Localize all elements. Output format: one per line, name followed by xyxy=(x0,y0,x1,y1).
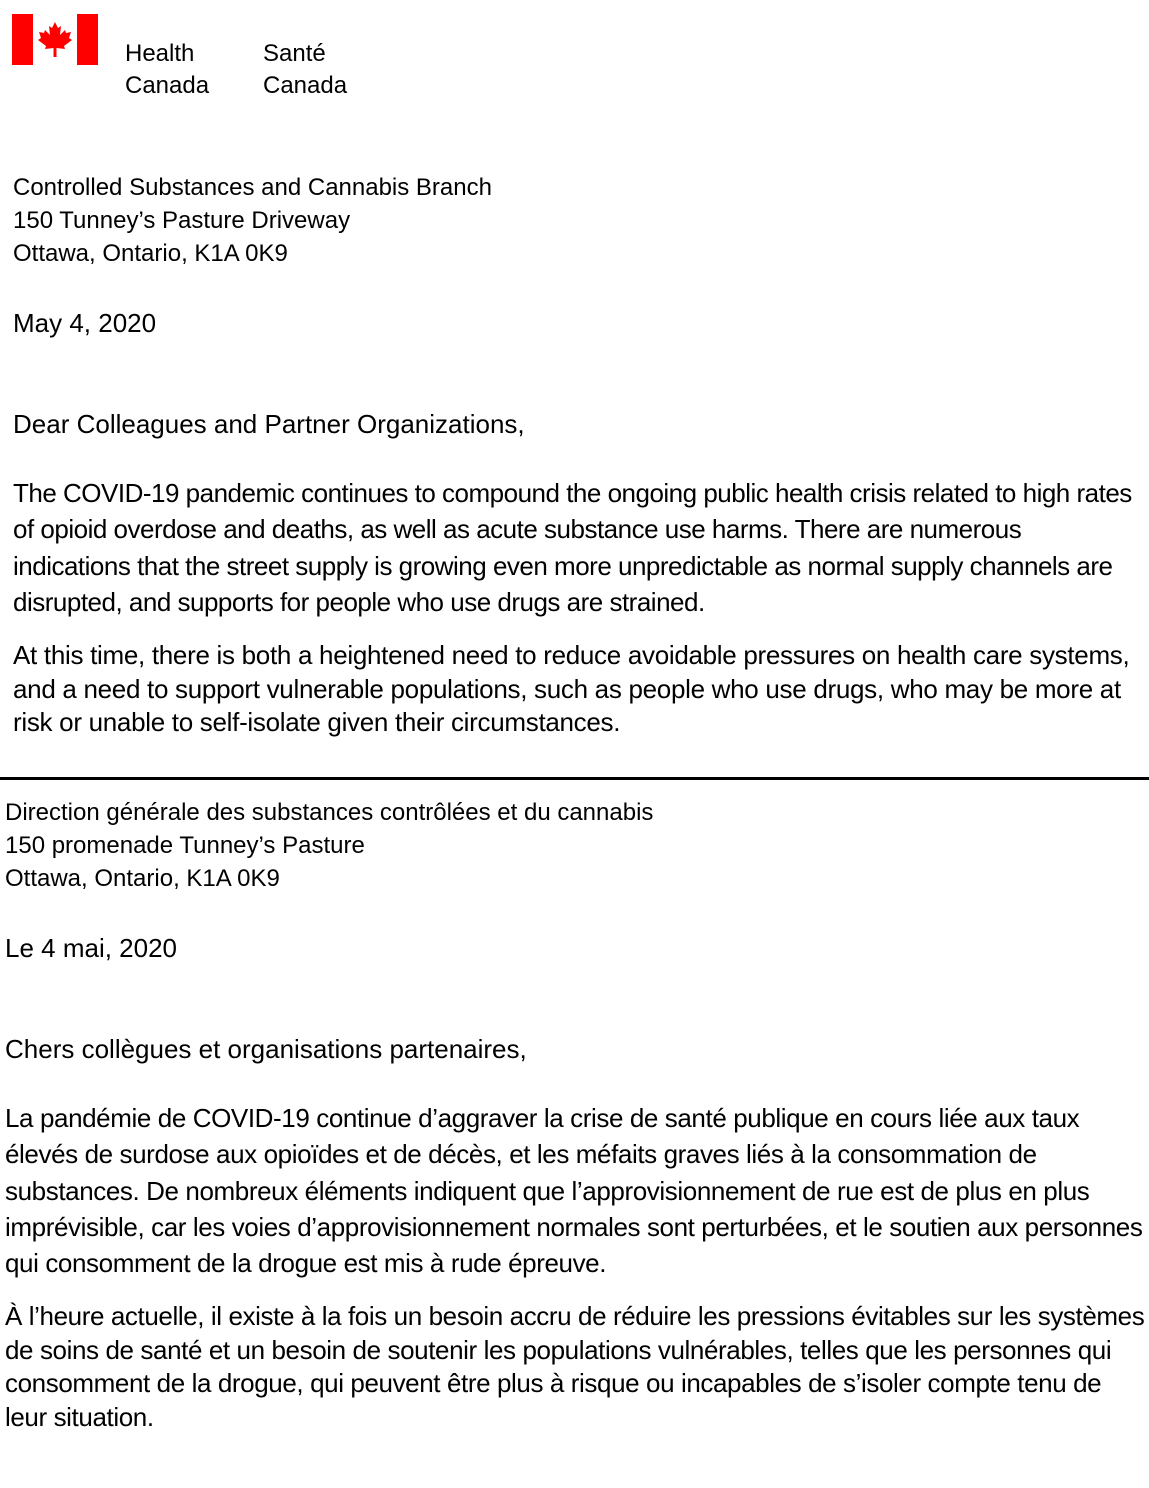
salutation: Dear Colleagues and Partner Organizations, xyxy=(13,409,525,439)
department-name-french xyxy=(263,38,347,102)
french-letter xyxy=(5,796,1145,1434)
paragraph-1: The COVID-19 pandemic continues to compound the ongoing public health crisis related to high rates of opioid overdose and deaths, as well as acute substance use harms. There are numerous indications that the street supply is growing even more unpredictable as normal supply channels are disrupted, and supports for people who use drugs are strained. xyxy=(13,478,1132,617)
department-name-english xyxy=(125,38,209,102)
address-line-2: 150 Tunney’s Pasture Driveway xyxy=(13,207,351,234)
letter-date: May 4, 2020 xyxy=(13,308,157,338)
address-line-1: Controlled Substances and Cannabis Branch xyxy=(13,174,492,201)
address-line-3: Ottawa, Ontario, K1A 0K9 xyxy=(13,240,288,267)
dept-fr-line1: Santé xyxy=(263,40,326,67)
paragraph-2-fr: À l’heure actuelle, il existe à la fois un besoin accru de réduire les pressions évitables sur les systèmes de soins de santé et un besoin de soutenir les populations vulnérables, telles que les personnes qui consomment de la drogue, qui peuvent être plus à risque ou incapables de s’isoler compte tenu de leur situation. xyxy=(5,1301,1145,1432)
english-letter xyxy=(13,171,1143,740)
section-divider xyxy=(0,777,1149,780)
paragraph-2: At this time, there is both a heightened need to reduce avoidable pressures on health care systems, and a need to support vulnerable populations, such as people who use drugs, who may be more at risk or unable to self-isolate given their circumstances. xyxy=(13,640,1130,738)
address-line-3-fr: Ottawa, Ontario, K1A 0K9 xyxy=(5,865,280,892)
sender-address xyxy=(13,171,1143,270)
canada-flag-icon xyxy=(12,14,98,65)
dept-en-line2: Canada xyxy=(125,72,210,99)
letter-date-fr: Le 4 mai, 2020 xyxy=(5,933,178,963)
dept-fr-line2: Canada xyxy=(263,72,348,99)
sender-address-fr xyxy=(5,796,1145,895)
salutation-fr: Chers collègues et organisations partenaires, xyxy=(5,1034,527,1064)
paragraph-1-fr: La pandémie de COVID-19 continue d’aggraver la crise de santé publique en cours liée aux taux élevés de surdose aux opioïdes et de décès, et les méfaits graves liés à la consommation de substances. De nombreux éléments indiquent que l’approvisionnement de rue est de plus en plus imprévisible, car les voies d’approvisionnement normales sont perturbées, et le soutien aux personnes qui consomment de la drogue est mis à rude épreuve. xyxy=(5,1103,1143,1279)
address-line-2-fr: 150 promenade Tunney’s Pasture xyxy=(5,832,365,859)
address-line-1-fr: Direction générale des substances contrôlées et du cannabis xyxy=(5,799,654,826)
dept-en-line1: Health xyxy=(125,40,195,67)
